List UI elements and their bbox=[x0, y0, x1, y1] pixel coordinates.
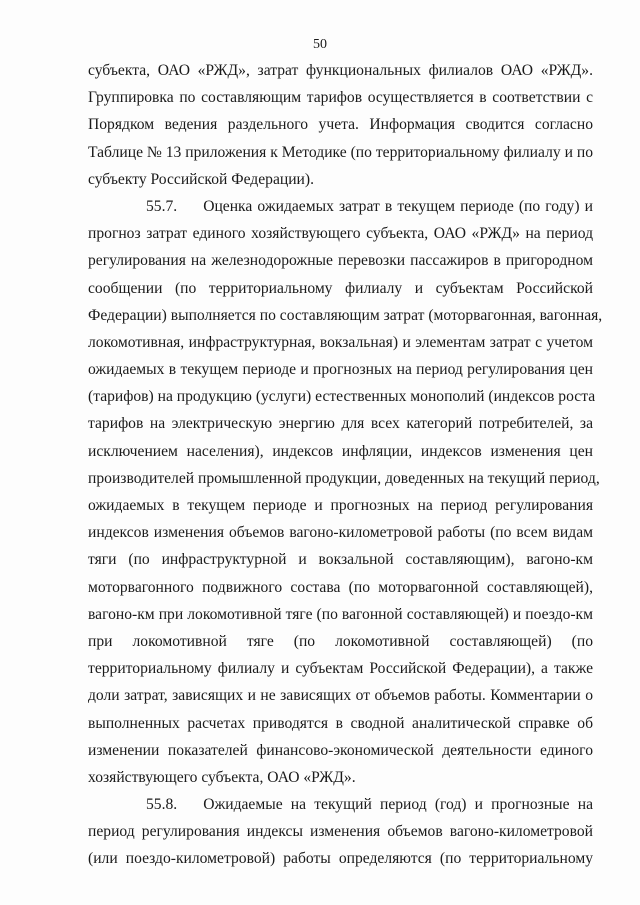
text-line: Группировка по составляющим тарифов осуществляется в соответствии с bbox=[88, 89, 593, 107]
text-line: выполненных расчетах приводятся в сводной аналитической справке об bbox=[88, 714, 593, 732]
text-line: исключением населения), индексов инфляции, индексов изменения цен bbox=[88, 442, 593, 460]
text-line: доли затрат, зависящих и не зависящих от объемов работы. Комментарии о bbox=[88, 687, 593, 705]
text-line: территориальному филиалу и субъектам Российской Федерации), а также bbox=[88, 660, 593, 678]
text-line: тарифов на электрическую энергию для всех категорий потребителей, за bbox=[88, 415, 593, 433]
text-line: субъекту Российской Федерации). bbox=[88, 170, 314, 188]
text-line: субъекта, ОАО «РЖД», затрат функциональных филиалов ОАО «РЖД». bbox=[88, 62, 593, 79]
text-line: ожидаемых в текущем периоде и прогнозных на период регулирования bbox=[88, 497, 593, 514]
page-number: 50 bbox=[313, 37, 327, 52]
section-number-55-7: 55.7. bbox=[146, 197, 178, 215]
text-line: (или поездо-километровой) работы определяются (по территориальному bbox=[88, 850, 593, 868]
text-line: при локомотивной тяге (по локомотивной составляющей) (по bbox=[88, 632, 593, 650]
text-line: регулирования на железнодорожные перевозки пассажиров в пригородном bbox=[88, 252, 593, 270]
text-line: тяги (по инфраструктурной и вокзальной составляющим), вагоно-км bbox=[88, 551, 593, 569]
paragraph-55-7-first-line bbox=[88, 193, 593, 220]
text-line: индексов изменения объемов вагоно-километровой работы (по всем видам bbox=[88, 524, 593, 542]
section-number-55-8: 55.8. bbox=[146, 796, 178, 814]
paragraph-55-8-first-line bbox=[88, 791, 593, 818]
text-line: локомотивная, инфраструктурная, вокзальная) и элементам затрат с учетом bbox=[88, 333, 593, 351]
text-line: (тарифов) на продукцию (услуги) естественных монополий (индексов роста bbox=[88, 388, 596, 406]
text-line: моторвагонного подвижного состава (по моторвагонной составляющей), bbox=[88, 578, 593, 596]
text-line: Федерации) выполняется по составляющим затрат (моторвагонная, вагонная, bbox=[88, 306, 603, 324]
text-line: изменении показателей финансово-экономической деятельности единого bbox=[88, 741, 593, 759]
text-line: Оценка ожидаемых затрат в текущем периоде (по году) и bbox=[203, 197, 593, 215]
text-line: Порядком ведения раздельного учета. Информация сводится согласно bbox=[88, 116, 593, 134]
text-line: Таблице № 13 приложения к Методике (по территориальному филиалу и по bbox=[88, 143, 593, 161]
text-line: Ожидаемые на текущий период (год) и прогнозные на bbox=[203, 796, 593, 814]
text-line: производителей промышленной продукции, доведенных на текущий период, bbox=[88, 469, 600, 487]
text-line: вагоно-км при локомотивной тяге (по вагонной составляющей) и поездо-км bbox=[88, 605, 593, 623]
text-line: сообщении (по территориальному филиалу и субъектам Российской bbox=[88, 279, 593, 297]
text-line: ожидаемых в текущем периоде и прогнозных на период регулирования цен bbox=[88, 361, 593, 379]
text-line: период регулирования индексы изменения объемов вагоно-километровой bbox=[88, 823, 593, 841]
text-line: хозяйствующего субъекта, ОАО «РЖД». bbox=[88, 768, 356, 786]
text-line: прогноз затрат единого хозяйствующего субъекта, ОАО «РЖД» на период bbox=[88, 225, 593, 243]
document-body bbox=[88, 57, 603, 873]
